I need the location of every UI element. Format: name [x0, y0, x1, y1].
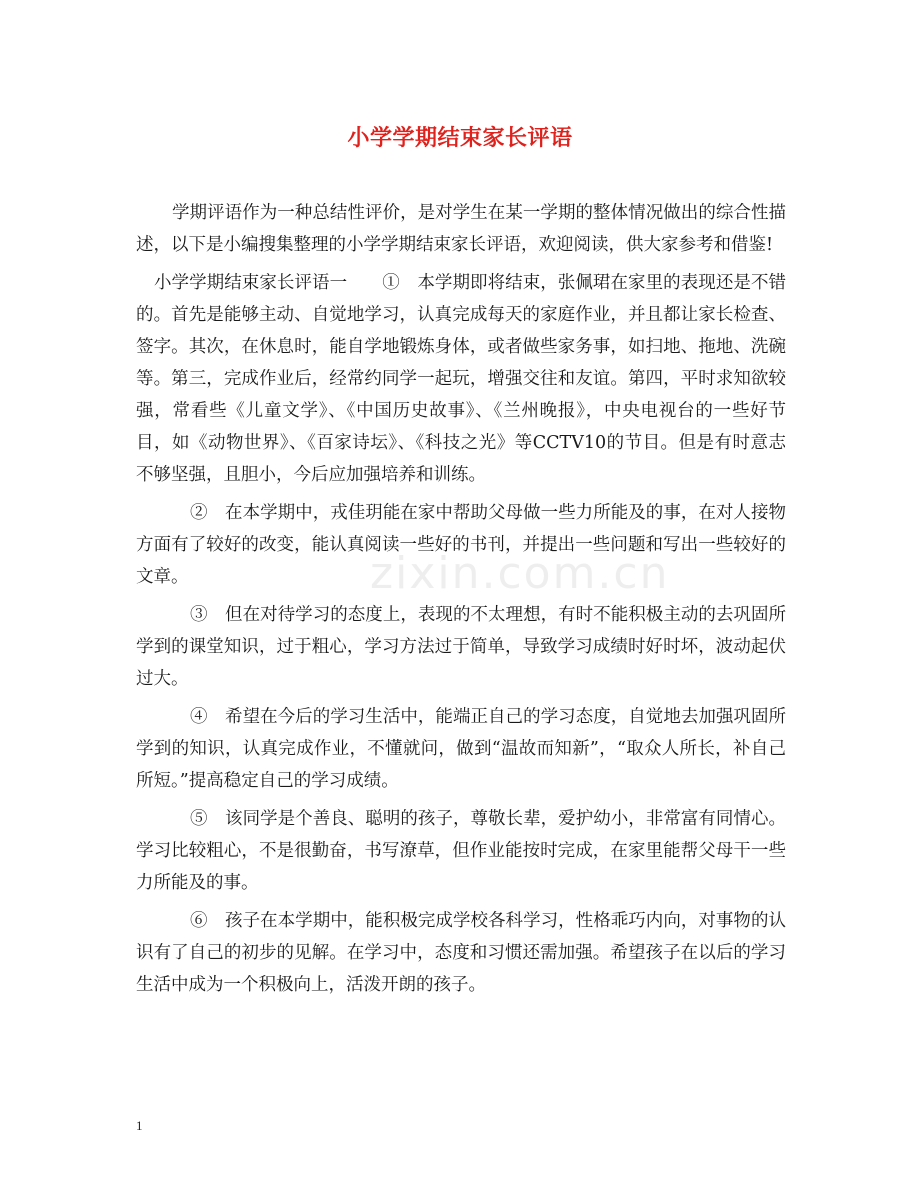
- comment-paragraph-5: ⑤ 该同学是个善良、聪明的孩子，尊敬长辈，爱护幼小，非常富有同情心。学习比较粗心，不是很勤奋，书写潦草，但作业能按时完成，在家里能帮父母干一些力所能及的事。: [136, 809, 786, 893]
- intro-paragraph: 学期评语作为一种总结性评价，是对学生在某一学期的整体情况做出的综合性描述，以下是小编搜集整理的小学学期结束家长评语，欢迎阅读，供大家参考和借鉴!: [136, 203, 786, 255]
- comment-paragraph-4: ④ 希望在今后的学习生活中，能端正自己的学习态度，自觉地去加强巩固所学到的知识，认真完成作业，不懂就问，做到“温故而知新”，“取众人所长，补自己所短。”提高稳定自己的学习成绩。: [136, 707, 786, 791]
- document-body: [136, 197, 786, 1007]
- section-one-paragraph: 小学学期结束家长评语一 ① 本学期即将结束，张佩珺在家里的表现还是不错的。首先是能够主动、自觉地学习，认真完成每天的家庭作业，并且都让家长检查、签字。其次，在休息时，能自学地锻炼身体，或者做些家务事，如扫地、拖地、洗碗等。第三，完成作业后，经常约同学一起玩，增强交往和友谊。第四，平时求知欲较强，常看些《儿童文学》、《中国历史故事》、《兰州晚报》，中央电视台的一些好节目，如《动物世界》、《百家诗坛》、《科技之光》等CCTV10的节目。但是有时意志不够坚强，且胆小，今后应加强培养和训练。: [136, 273, 786, 485]
- comment-paragraph-3: ③ 但在对待学习的态度上，表现的不太理想，有时不能积极主动的去巩固所学到的课堂知识，过于粗心，学习方法过于简单，导致学习成绩时好时坏，波动起伏过大。: [136, 605, 786, 689]
- comment-paragraph-2: ② 在本学期中，戎佳玥能在家中帮助父母做一些力所能及的事，在对人接物方面有了较好的改变，能认真阅读一些好的书刊，并提出一些问题和写出一些较好的文章。: [136, 503, 786, 587]
- document-title: 小学学期结束家长评语: [347, 125, 573, 151]
- page-number: 1: [136, 1118, 143, 1133]
- comment-paragraph-6: ⑥ 孩子在本学期中，能积极完成学校各科学习，性格乖巧内向，对事物的认识有了自己的初步的见解。在学习中，态度和习惯还需加强。希望孩子在以后的学习生活中成为一个积极向上，活泼开朗的孩子。: [136, 911, 786, 995]
- watermark: zixin.com.cn: [370, 548, 670, 599]
